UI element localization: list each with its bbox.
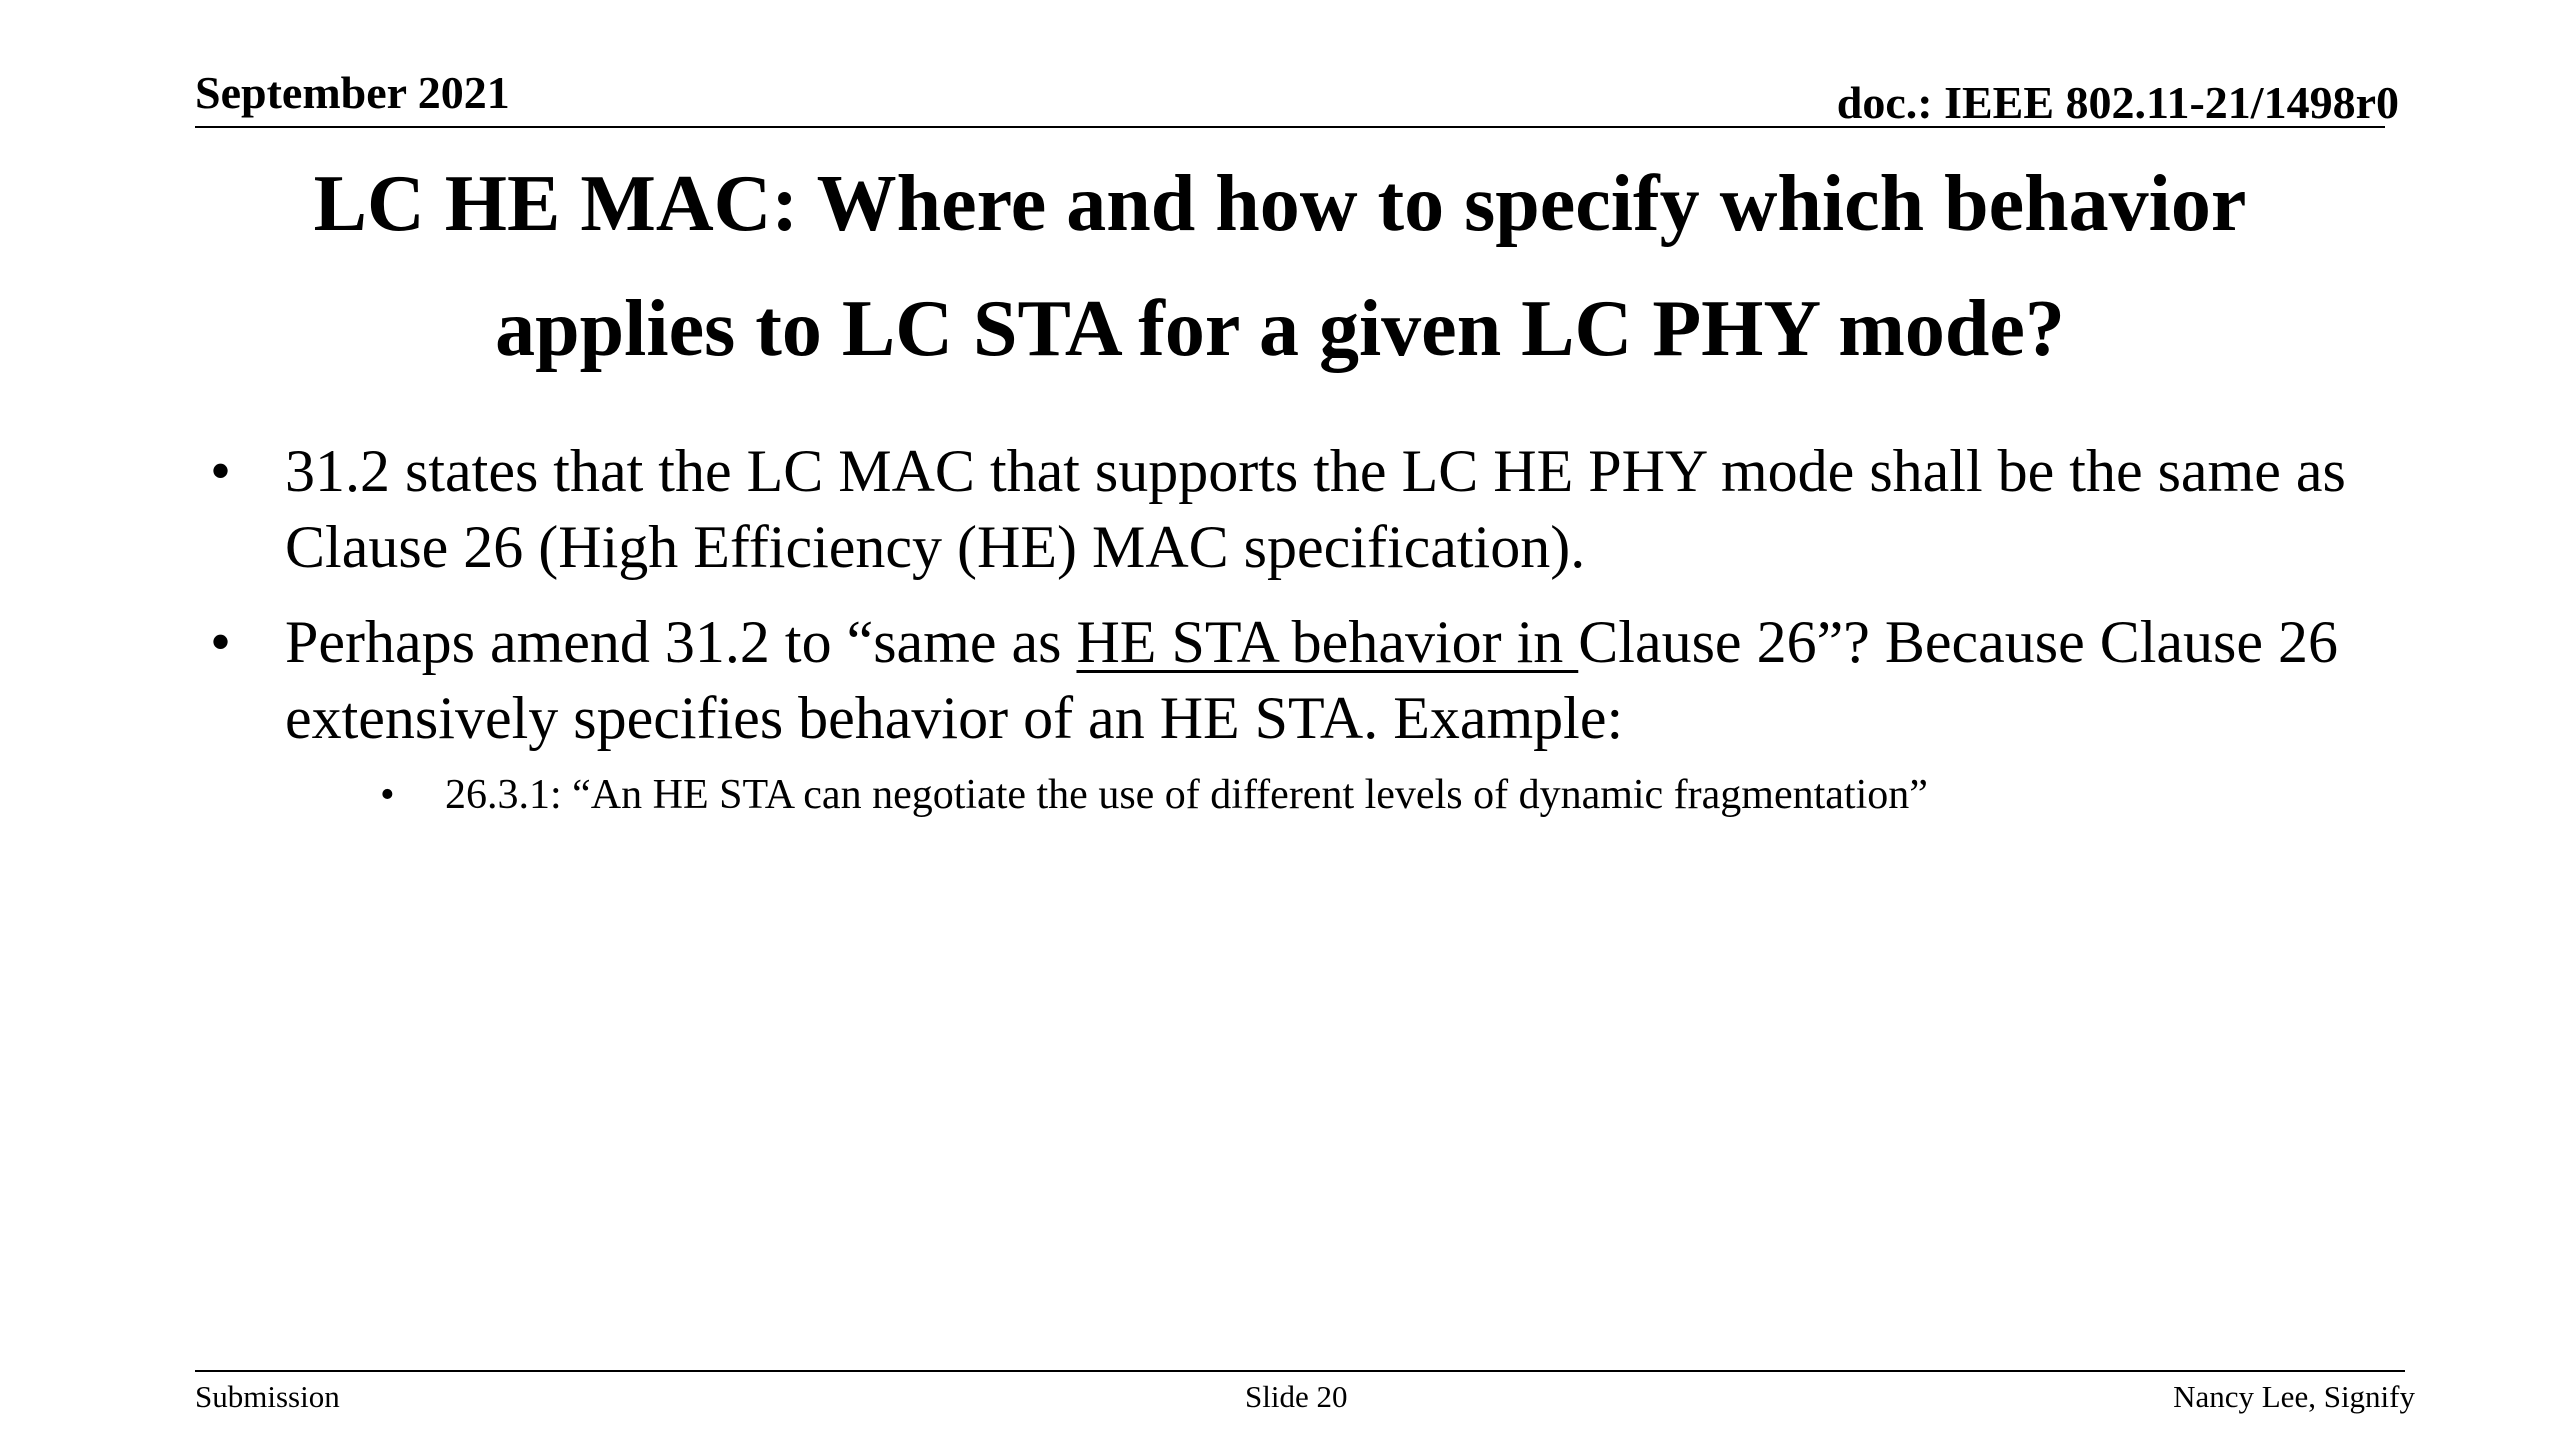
footer-divider <box>195 1370 2405 1372</box>
footer-author: Nancy Lee, Signify <box>2173 1379 2415 1414</box>
footer-slide-number: Slide 20 <box>1245 1379 1348 1414</box>
slide-title-line-1: LC HE MAC: Where and how to specify which behavior <box>313 160 2247 248</box>
slide-title-line-2: applies to LC STA for a given LC PHY mode? <box>495 285 2065 373</box>
bullet-text-underlined: HE STA behavior in <box>1076 609 1579 675</box>
bullet-marker: • <box>210 609 232 675</box>
bullet-text-after: Clause 26”? Because Clause 26 extensively specifies behavior of an HE STA. Example: <box>285 609 2339 751</box>
sub-bullet-text: 26.3.1: “An HE STA can negotiate the use of different levels of dynamic fragmentation” <box>445 772 1928 818</box>
slide-title <box>150 142 2410 392</box>
bullet-list <box>210 433 2410 844</box>
bullet-text-before: Perhaps amend 31.2 to “same as <box>285 609 1077 675</box>
footer-submission: Submission <box>195 1379 340 1414</box>
sub-bullet-list <box>380 765 2410 825</box>
header-doc-id: doc.: IEEE 802.11-21/1498r0 <box>1836 77 2399 128</box>
bullet-item-1 <box>210 433 2410 585</box>
bullet-item-2 <box>210 604 2410 825</box>
sub-bullet-item-1 <box>380 765 2410 825</box>
header-date: September 2021 <box>195 67 510 118</box>
header-divider <box>195 126 2385 128</box>
bullet-marker: • <box>210 438 232 504</box>
sub-bullet-marker: • <box>380 772 395 818</box>
bullet-text: 31.2 states that the LC MAC that supports the LC HE PHY mode shall be the same as Clause 26 (High Efficiency (HE) MAC specification). <box>285 438 2346 580</box>
